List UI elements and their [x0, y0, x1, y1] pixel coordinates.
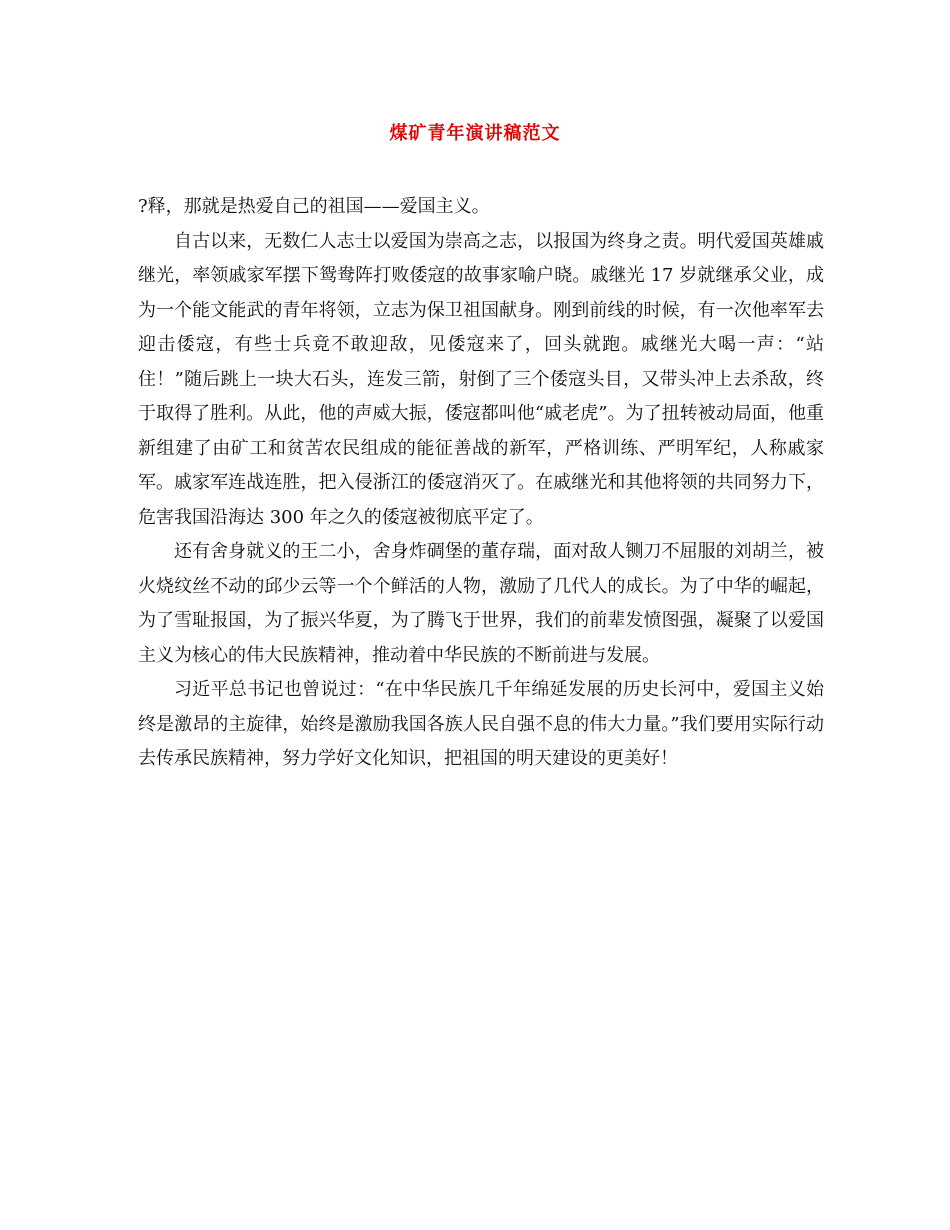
paragraph-quote: 习近平总书记也曾说过：“在中华民族几千年绵延发展的历史长河中，爱国主义始终是激昂的主旋律，始终是激励我国各族人民自强不息的伟大力量。”我们要用实际行动去传承民族精神，努力学好文化知识，把祖国的明天建设的更美好！ [138, 679, 824, 769]
document-title: 煤矿青年演讲稿范文 [389, 123, 561, 144]
paragraph-heroes: 还有舍身就义的王二小，舍身炸碉堡的董存瑞，面对敌人铡刀不屈服的刘胡兰，被火烧纹丝不动的邱少云等一个个鲜活的人物，激励了几代人的成长。为了中华的崛起，为了雪耻报国，为了振兴华夏，为了腾飞于世界，我们的前辈发愤图强，凝聚了以爱国主义为核心的伟大民族精神，推动着中华民族的不断前进与发展。 [138, 541, 824, 666]
document-body [138, 190, 824, 777]
paragraph-intro: ?释，那就是热爱自己的祖国——爱国主义。 [138, 196, 490, 217]
paragraph-qi-jiguang: 自古以来，无数仁人志士以爱国为崇高之志，以报国为终身之责。明代爱国英雄戚继光，率领戚家军摆下鸳鸯阵打败倭寇的故事家喻户晓。戚继光 17 岁就继承父业，成为一个能文能武的青年将领，立志为保卫祖国献身。刚到前线的时候，有一次他率军去迎击倭寇，有些士兵竟不敢迎敌，见倭寇来了，回头就跑。戚继光大喝一声：“站住！”随后跳上一块大石头，连发三箭，射倒了三个倭寇头目，又带头冲上去杀敌，终于取得了胜利。从此，他的声威大振，倭寇都叫他“戚老虎”。为了扭转被动局面，他重新组建了由矿工和贫苦农民组成的能征善战的新军，严格训练、严明军纪，人称戚家军。戚家军连战连胜，把入侵浙江的倭寇消灭了。在戚继光和其他将领的共同努力下，危害我国沿海达 300 年之久的倭寇被彻底平定了。 [138, 230, 824, 528]
